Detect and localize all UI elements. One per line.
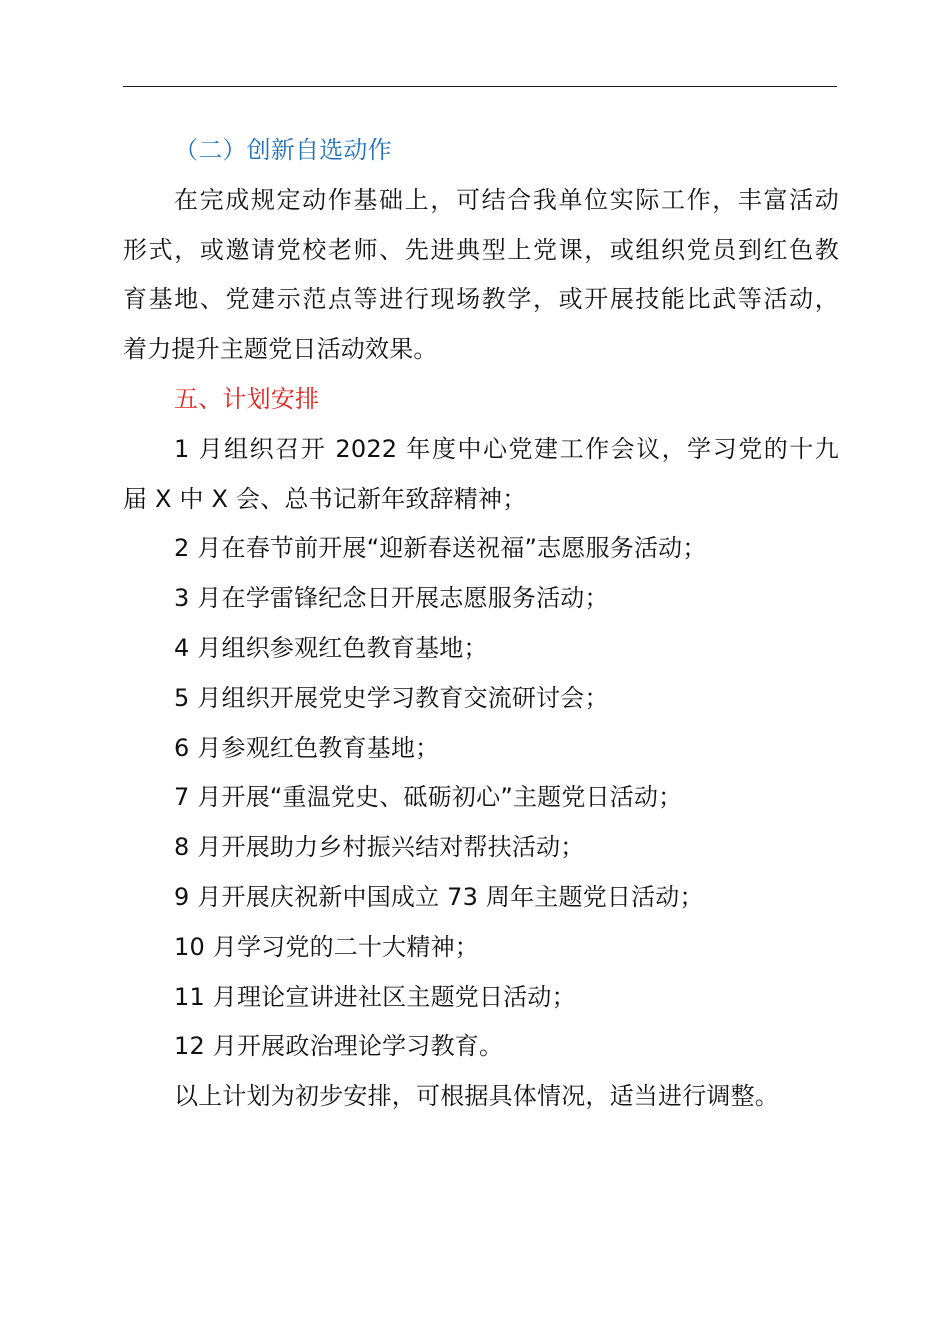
document-body	[123, 126, 839, 1122]
plan-line: 9 月开展庆祝新中国成立 73 周年主题党日活动；	[174, 882, 704, 911]
plan-line: 8 月开展助力乡村振兴结对帮扶活动；	[174, 833, 585, 862]
header-rule	[123, 86, 837, 87]
subsection-heading: （二）创新自选动作	[174, 136, 392, 164]
closing-line: 以上计划为初步安排，可根据具体情况，适当进行调整。	[174, 1082, 779, 1111]
plan-line: 届 X 中 X 会、总书记新年致辞精神；	[123, 484, 527, 513]
paragraph-line: 在完成规定动作基础上，可结合我单位实际工作，丰富活动	[174, 185, 839, 214]
paragraph-line: 形式，或邀请党校老师、先进典型上党课，或组织党员到红色教	[123, 235, 839, 264]
plan-line: 6 月参观红色教育基地；	[174, 733, 440, 762]
plan-line: 7 月开展“重温党史、砥砺初心”主题党日活动；	[174, 783, 683, 812]
plan-line: 12 月开展政治理论学习教育。	[174, 1032, 504, 1061]
plan-line: 1 月组织召开 2022 年度中心党建工作会议，学习党的十九	[174, 434, 839, 463]
paragraph-line: 育基地、党建示范点等进行现场教学，或开展技能比武等活动，	[123, 285, 839, 314]
plan-line: 11 月理论宣讲进社区主题党日活动；	[174, 982, 576, 1011]
section-heading: 五、计划安排	[174, 384, 320, 413]
plan-line: 10 月学习党的二十大精神；	[174, 932, 479, 961]
plan-line: 2 月在春节前开展“迎新春送祝福”志愿服务活动；	[174, 534, 707, 563]
plan-line: 4 月组织参观红色教育基地；	[174, 633, 488, 662]
plan-line: 3 月在学雷锋纪念日开展志愿服务活动；	[174, 584, 609, 613]
paragraph-line: 着力提升主题党日活动效果。	[123, 335, 438, 364]
plan-line: 5 月组织开展党史学习教育交流研讨会；	[174, 683, 609, 712]
